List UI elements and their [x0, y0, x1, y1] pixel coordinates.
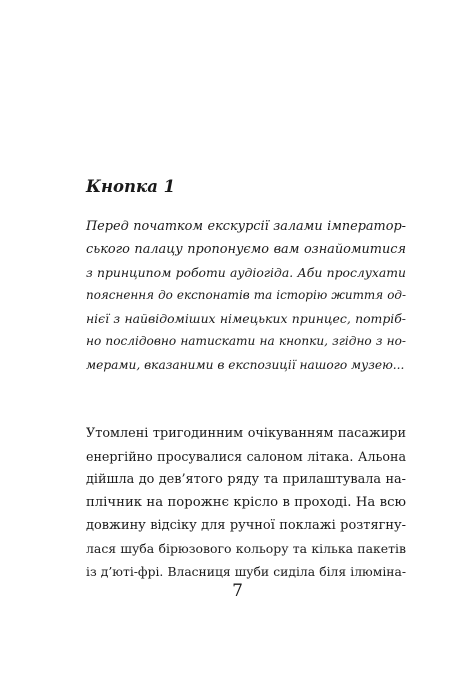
intro-line: мерами, вказаними в експозиції нашого музею...: [86, 357, 405, 372]
intro-paragraph: [86, 215, 406, 377]
page-number: 7: [232, 581, 243, 601]
body-line: із д’юті-фрі. Власниця шуби сиділа біля ілюміна-: [86, 564, 406, 579]
intro-line: з принципом роботи аудіогіда. Аби прослухати: [86, 265, 406, 281]
body-line: плічник на порожнє крісло в проході. На всю: [86, 495, 406, 511]
body-line: лася шуба бірюзового кольору та кілька пакетів: [86, 541, 406, 557]
body-line: енергійно просувалися салоном літака. Альона: [86, 449, 406, 465]
body-line: Утомлені тригодинним очікуванням пасажири: [86, 426, 406, 441]
body-line: дійшла до дев’ятого ряду та прилаштувала на-: [86, 472, 406, 488]
intro-line: ського палацу пропонуємо вам ознайомитися: [86, 242, 406, 258]
chapter-heading: Кнопка 1: [86, 177, 176, 196]
body-paragraph: [86, 422, 406, 584]
intro-line: нієї з найвідоміших німецьких принцес, потріб-: [86, 311, 406, 327]
body-line: довжину відсіку для ручної поклажі розтягну-: [86, 518, 406, 534]
intro-line: Перед початком екскурсії залами імператор-: [86, 219, 406, 234]
intro-line: но послідовно натискати на кнопки, згідно з но-: [86, 334, 406, 349]
intro-line: пояснення до експонатів та історію життя од-: [86, 288, 406, 303]
